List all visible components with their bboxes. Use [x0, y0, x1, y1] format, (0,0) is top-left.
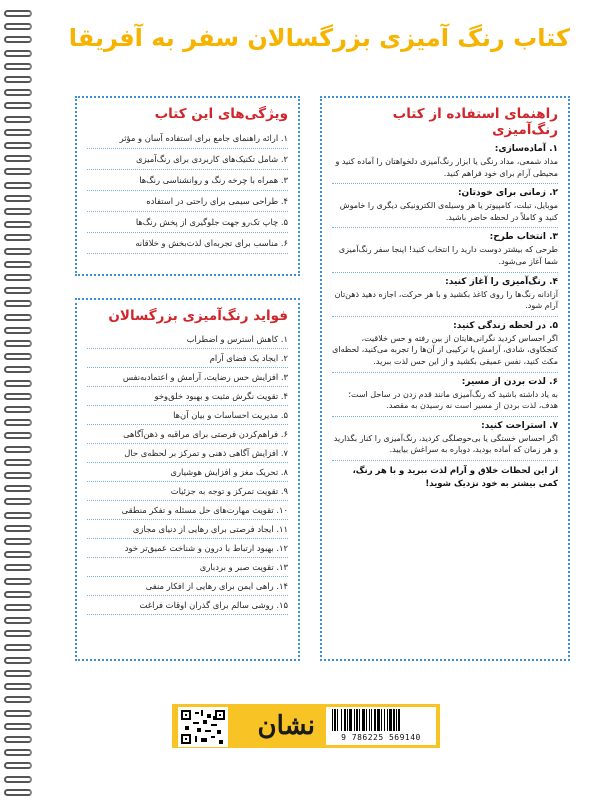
- spiral-ring: [4, 525, 32, 532]
- spiral-ring: [4, 657, 32, 664]
- spiral-ring: [4, 393, 32, 400]
- isbn-number: 9 786225 569140: [341, 733, 421, 742]
- spiral-ring: [4, 168, 32, 175]
- spiral-ring: [4, 762, 32, 769]
- spiral-binding: [0, 0, 40, 806]
- spiral-ring: [4, 366, 32, 373]
- publisher-logo: نشان: [257, 711, 315, 741]
- guide-step-title: ۱. آماده‌سازی:: [494, 144, 558, 154]
- benefit-item: ۱۴. راهی ایمن برای رهایی از افکار منفی: [87, 577, 288, 596]
- barcode: [326, 707, 436, 745]
- feature-item: ۱. ارائه راهنمای جامع برای استفاده آسان و مؤثر: [87, 128, 288, 149]
- benefit-item: ۱۱. ایجاد فرصتی برای رهایی از دنیای مجازی: [87, 520, 288, 539]
- guide-step: [332, 421, 558, 461]
- feature-item: ۴. طراحی سیمی برای راحتی در استفاده: [87, 191, 288, 212]
- spiral-ring: [4, 459, 32, 466]
- spiral-ring: [4, 10, 32, 17]
- benefits-heading: فواید رنگ‌آمیزی بزرگسالان: [108, 308, 288, 324]
- spiral-ring: [4, 63, 32, 70]
- spiral-ring: [4, 221, 32, 228]
- spiral-ring: [4, 749, 32, 756]
- benefit-item: ۴. تقویت نگرش مثبت و بهبود خلق‌وخو: [87, 387, 288, 406]
- guide-step-body: آزادانه رنگ‌ها را روی کاغذ بکشید و با هر حرکت، اجازه دهید ذهن‌تان آرام شود.: [332, 289, 558, 317]
- features-box: [75, 96, 300, 276]
- spiral-ring: [4, 617, 32, 624]
- spiral-ring: [4, 23, 32, 30]
- spiral-ring: [4, 261, 32, 268]
- guide-box: [320, 96, 570, 661]
- spiral-ring: [4, 670, 32, 677]
- spiral-ring: [4, 472, 32, 479]
- spiral-ring: [4, 551, 32, 558]
- benefit-item: ۱۵. روشی سالم برای گذران اوقات فراغت: [87, 596, 288, 615]
- benefit-item: ۷. افزایش آگاهی ذهنی و تمرکز بر لحظه‌ی حال: [87, 444, 288, 463]
- spiral-ring: [4, 406, 32, 413]
- spiral-ring: [4, 300, 32, 307]
- spiral-ring: [4, 683, 32, 690]
- qr-code-icon: [178, 707, 228, 747]
- spiral-ring: [4, 776, 32, 783]
- benefit-item: ۶. فراهم‌کردن فرصتی برای مراقبه و ذهن‌آگاهی: [87, 425, 288, 444]
- spiral-ring: [4, 419, 32, 426]
- spiral-ring: [4, 564, 32, 571]
- spiral-ring: [4, 538, 32, 545]
- spiral-ring: [4, 129, 32, 136]
- spiral-ring: [4, 723, 32, 730]
- spiral-ring: [4, 353, 32, 360]
- spiral-ring: [4, 446, 32, 453]
- spiral-ring: [4, 155, 32, 162]
- benefit-item: ۸. تحریک مغز و افزایش هوشیاری: [87, 463, 288, 482]
- guide-closing: از این لحظات خلاق و آرام لذت ببرید و با هر رنگ، کمی بیشتر به خود نزدیک شوید!: [352, 465, 558, 489]
- spiral-ring: [4, 327, 32, 334]
- page-title: کتاب رنگ آمیزی بزرگسالان سفر به آفریقا: [68, 24, 570, 52]
- barcode-icon: [330, 709, 432, 731]
- guide-step: [332, 232, 558, 272]
- feature-item: ۳. همراه با چرخه رنگ و روانشناسی رنگ‌ها: [87, 170, 288, 191]
- spiral-ring: [4, 208, 32, 215]
- features-heading: ویژگی‌های این کتاب: [154, 106, 288, 122]
- benefit-item: ۱۳. تقویت صبر و بردباری: [87, 558, 288, 577]
- guide-step-body: موبایل، تبلت، کامپیوتر یا هر وسیله‌ی الکترونیکی دیگری را خاموش کنید و کاملاً در لحظه حاضر باشید.: [332, 200, 558, 228]
- feature-item: ۶. مناسب برای تجربه‌ای لذت‌بخش و خلاقانه: [87, 233, 288, 254]
- spiral-ring: [4, 274, 32, 281]
- benefit-item: ۱. کاهش استرس و اضطراب: [87, 330, 288, 349]
- guide-step: [332, 321, 558, 373]
- spiral-ring: [4, 116, 32, 123]
- benefit-item: ۱۰. تقویت مهارت‌های حل مسئله و تفکر منطقی: [87, 501, 288, 520]
- feature-item: ۲. شامل تکنیک‌های کاربردی برای رنگ‌آمیزی: [87, 149, 288, 170]
- spiral-ring: [4, 76, 32, 83]
- benefit-item: ۹. تقویت تمرکز و توجه به جزئیات: [87, 482, 288, 501]
- guide-step: [332, 188, 558, 228]
- spiral-ring: [4, 578, 32, 585]
- spiral-ring: [4, 89, 32, 96]
- spiral-ring: [4, 50, 32, 57]
- guide-step: [332, 377, 558, 417]
- spiral-ring: [4, 340, 32, 347]
- spiral-ring: [4, 604, 32, 611]
- spiral-ring: [4, 432, 32, 439]
- benefit-item: ۵. مدیریت احساسات و بیان آن‌ها: [87, 406, 288, 425]
- spiral-ring: [4, 512, 32, 519]
- spiral-ring: [4, 248, 32, 255]
- spiral-ring: [4, 234, 32, 241]
- guide-step-title: ۵. در لحظه زندگی کنید:: [453, 320, 558, 331]
- spiral-ring: [4, 36, 32, 43]
- guide-step-body: اگر احساس خستگی یا بی‌حوصلگی کردید، رنگ‌آمیزی را کنار بگذارید و هر زمان که آماده بودید، دوباره به سراغش بیایید.: [332, 433, 558, 461]
- spiral-ring: [4, 485, 32, 492]
- guide-step: [332, 277, 558, 317]
- spiral-ring: [4, 287, 32, 294]
- guide-step-body: طرحی که بیشتر دوست دارید را انتخاب کنید! اینجا سفر رنگ‌آمیزی شما آغاز می‌شود.: [332, 244, 558, 272]
- guide-step-title: ۲. زمانی برای خودتان:: [457, 188, 558, 199]
- spiral-ring: [4, 380, 32, 387]
- spiral-ring: [4, 789, 32, 796]
- guide-step-title: ۳. انتخاب طرح:: [489, 232, 558, 243]
- spiral-ring: [4, 696, 32, 703]
- benefit-item: ۱۲. بهبود ارتباط با درون و شناخت عمیق‌تر خود: [87, 539, 288, 558]
- guide-heading: راهنمای استفاده از کتاب رنگ‌آمیزی: [392, 106, 558, 138]
- spiral-ring: [4, 644, 32, 651]
- spiral-ring: [4, 591, 32, 598]
- guide-step-title: ۴. رنگ‌آمیزی را آغاز کنید:: [445, 276, 558, 287]
- spiral-ring: [4, 710, 32, 717]
- spiral-ring: [4, 102, 32, 109]
- benefit-item: ۳. افزایش حس رضایت، آرامش و اعتماد‌به‌نفس: [87, 368, 288, 387]
- spiral-ring: [4, 314, 32, 321]
- benefit-item: ۲. ایجاد یک فضای آرام: [87, 349, 288, 368]
- guide-step-title: ۶. لذت بردن از مسیر:: [461, 376, 558, 387]
- guide-step-body: به یاد داشته باشید که رنگ‌آمیزی مانند قدم زدن در ساحل است؛ هدف، لذت بردن از مسیر است نه رسیدن به مقصد.: [332, 389, 558, 417]
- guide-step-title: ۷. استراحت کنید:: [481, 420, 558, 431]
- guide-step-body: مداد شمعی، مداد رنگی یا ابزار رنگ‌آمیزی دلخواهتان را آماده کنید و محیطی آرام برای خود فراهم کنید.: [332, 156, 558, 184]
- spiral-ring: [4, 736, 32, 743]
- guide-step: [332, 144, 558, 184]
- benefits-box: [75, 298, 300, 661]
- spiral-ring: [4, 498, 32, 505]
- guide-step-body: اگر احساس کردید نگرانی‌هایتان از بین رفته و حس خلاقیت، کنجکاوی، شادی، آرامش یا ترکیبی از آن‌ها را تجربه می‌کنید، لحظه‌ای مکث کنید، نفس عمیقی بکشید و از این حس لذت ببرید.: [332, 333, 558, 373]
- feature-item: ۵. چاپ تک‌رو جهت جلوگیری از پخش رنگ‌ها: [87, 212, 288, 233]
- spiral-ring: [4, 195, 32, 202]
- spiral-ring: [4, 630, 32, 637]
- spiral-ring: [4, 182, 32, 189]
- spiral-ring: [4, 142, 32, 149]
